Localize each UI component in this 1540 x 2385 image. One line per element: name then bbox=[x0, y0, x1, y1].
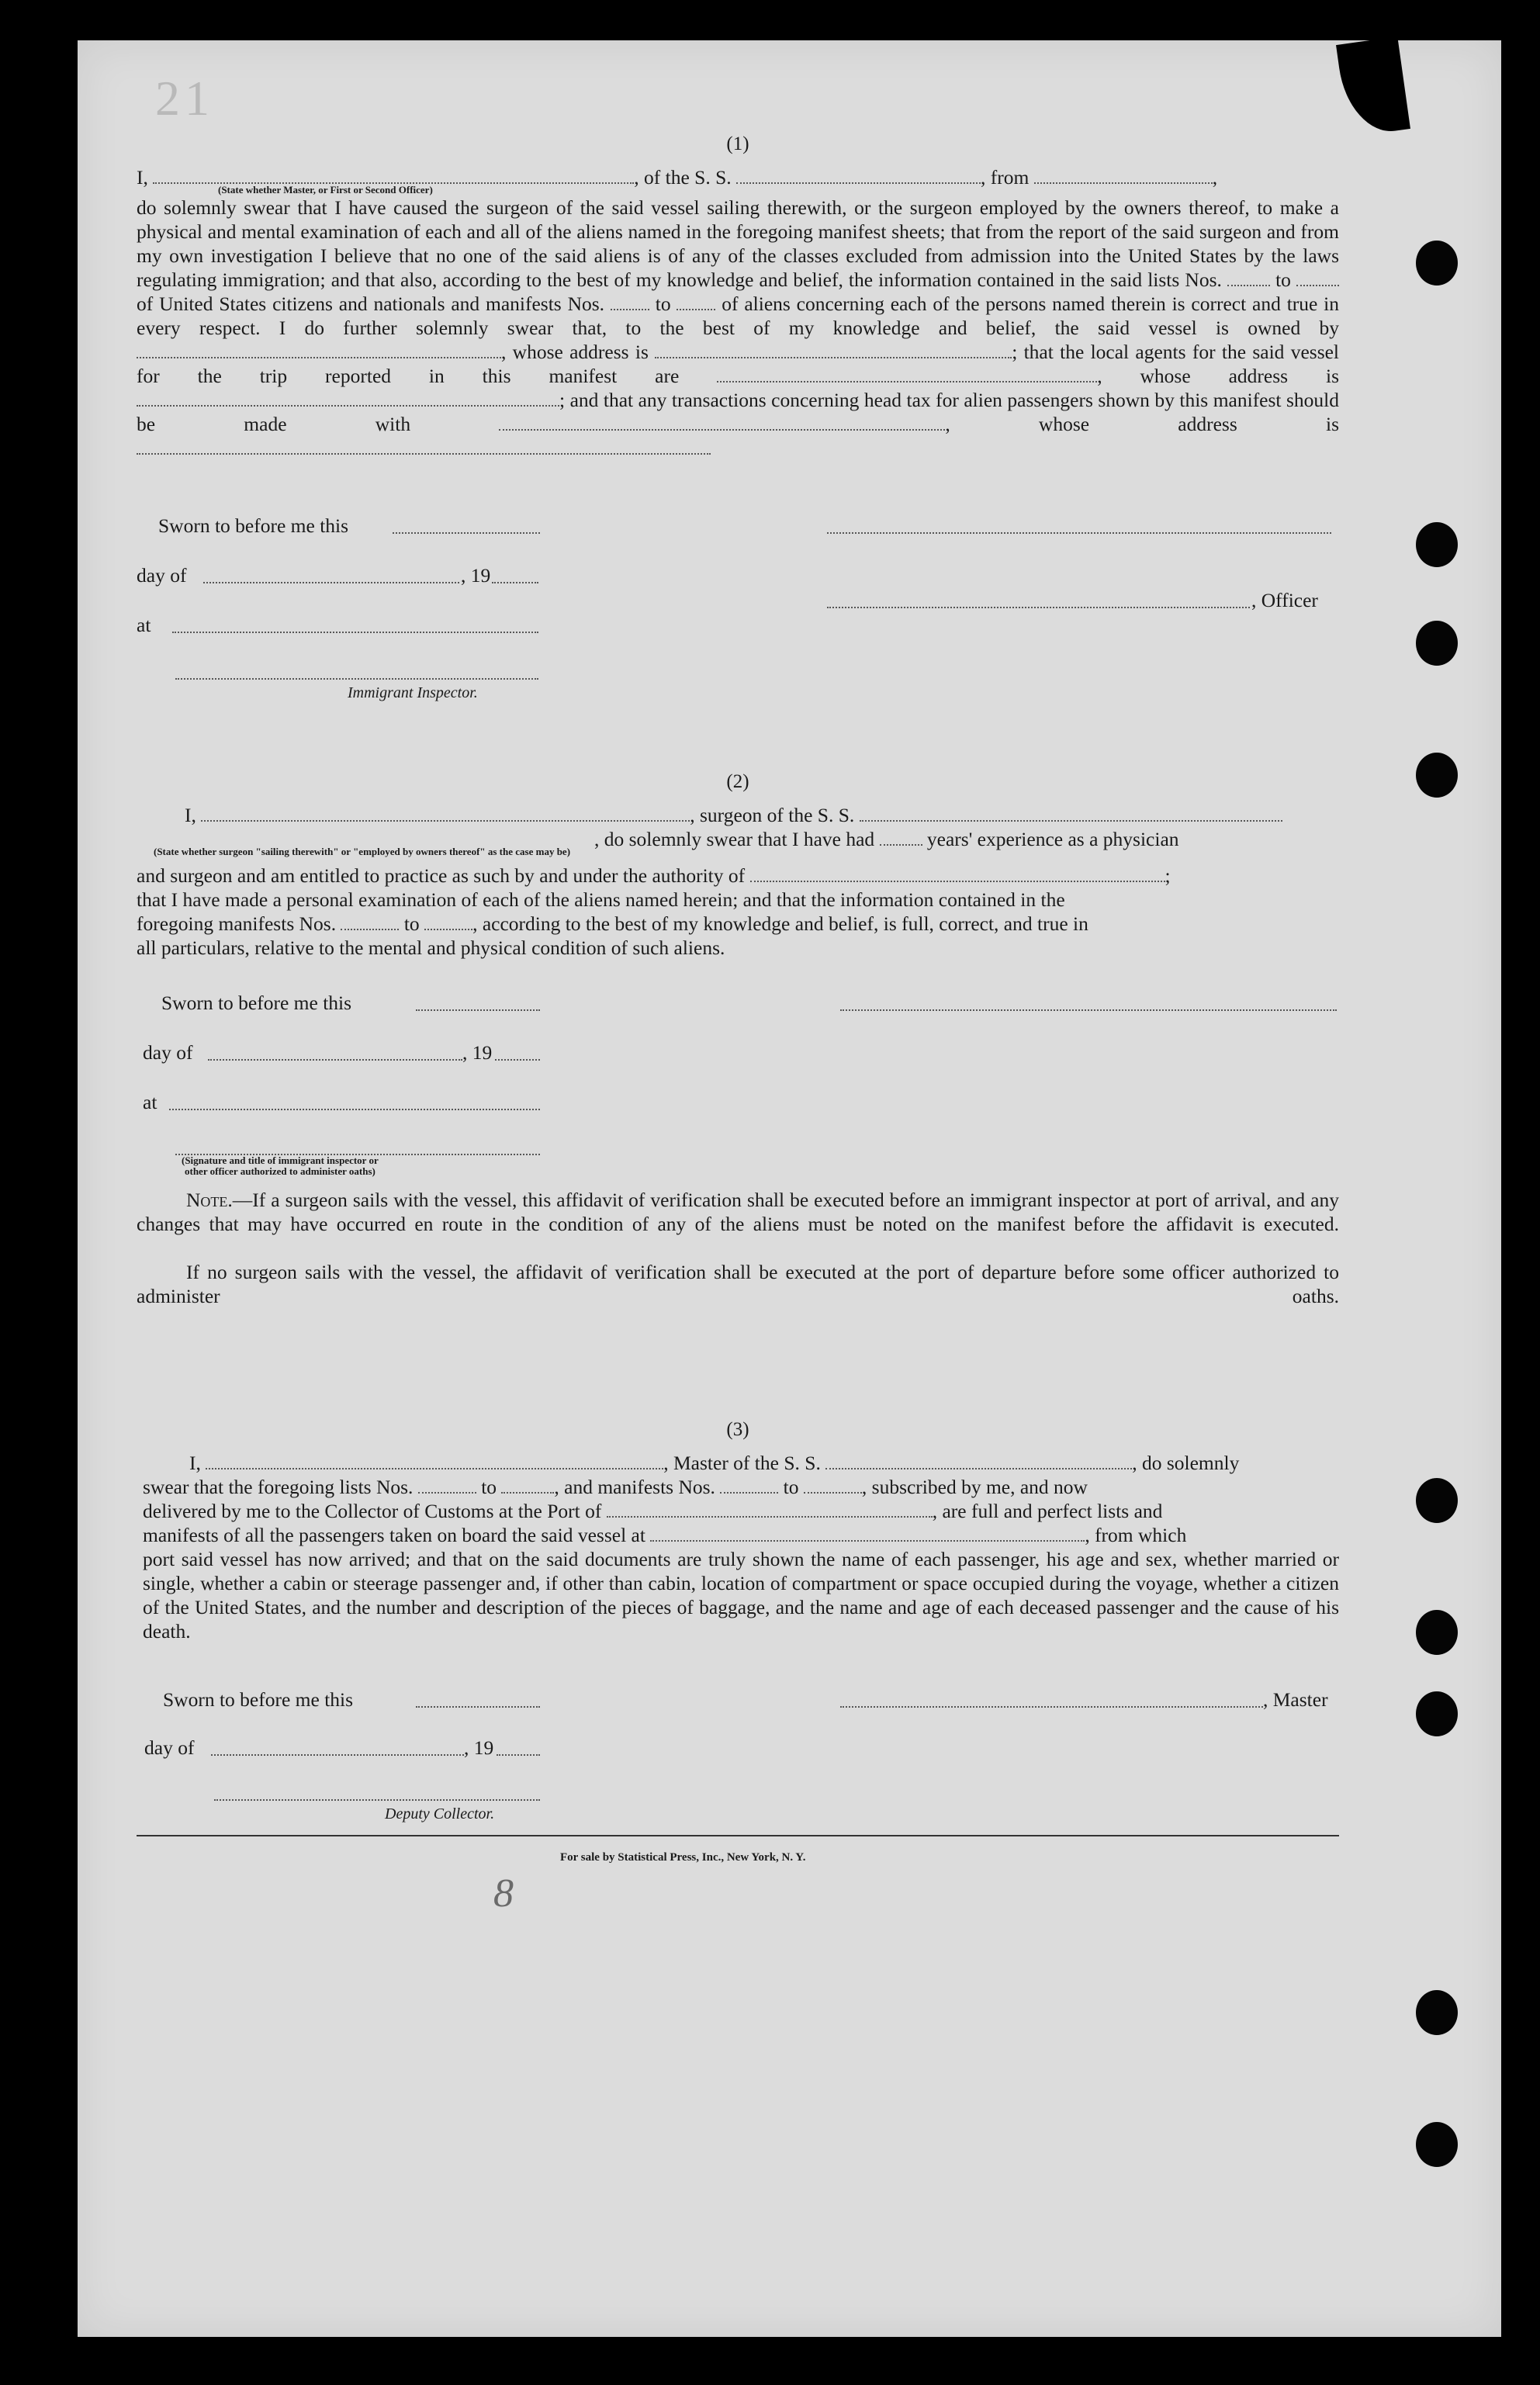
section-2-line-2: , do solemnly swear that I have had years' experience as a physician bbox=[594, 828, 1179, 850]
section-1-body: do solemnly swear that I have caused the surgeon of the said vessel sailing therewith, or the surgeon employed by the owners thereof, to make a physical and mental examination of each and all of the aliens named in the foregoing manifest sheets; that from the report of the said surgeon and from my own investigation I believe that no one of the said aliens is of any of the classes excluded from admission into the United States by the laws regulating immigration; and that also, according to the best of my knowledge and belief, the information contained in the said lists Nos. to of United States citizens and nationals and manifests Nos. to of aliens concerning each of the persons named therein is correct and true in every respect. I do further solemnly swear that, to the best of my knowledge and belief, the said vessel is owned by , whose address is ; that the local agents for the said vessel for the trip reported in this manifest are , whose address is ; and that any transactions concerning head tax for alien passengers shown by this manifest should be made with , whose address is bbox=[137, 196, 1339, 484]
agents-address-field[interactable] bbox=[137, 389, 559, 407]
section-2-line-1: I, , surgeon of the S. S. bbox=[185, 803, 1339, 827]
printer-footer: For sale by Statistical Press, Inc., New York, N. Y. bbox=[560, 1851, 806, 1864]
surgeon-manifest-to-field[interactable] bbox=[424, 913, 472, 930]
note-paragraph-1: Note.—If a surgeon sails with the vessel, this affidavit of verification shall be executed before an immigrant inspector at port of arrival, and any changes that may have occurred en route in the condition of any of the aliens must be noted on the manifest before the affidavit is executed. bbox=[137, 1189, 1339, 1235]
agents-field[interactable] bbox=[717, 365, 1097, 382]
rank-field[interactable] bbox=[153, 167, 634, 184]
authority-field[interactable] bbox=[750, 865, 1165, 882]
master-year-field[interactable] bbox=[497, 1737, 540, 1756]
punch-hole bbox=[1416, 753, 1458, 798]
lists-to-field[interactable] bbox=[1296, 269, 1339, 286]
section-3-body: port said vessel has now arrived; and that on the said documents are truly shown the name of each passenger, his age and sex, whether married or single, whether a cabin or steerage passenger and, if other than cabin, location of compartment or space occupied during the voyage, whether a citizen of the United States, and the number and description of the pieces of baggage, and the name and age of each deceased passenger and the cause of his death. bbox=[143, 1548, 1339, 1642]
punch-hole bbox=[1416, 1478, 1458, 1523]
section-1-signature-block: Sworn to before me this day of , 19 , Officer at Immigrant Inspector. bbox=[137, 498, 1339, 684]
punch-hole bbox=[1416, 2122, 1458, 2167]
punch-hole bbox=[1416, 1990, 1458, 2035]
master-lists-to-field[interactable] bbox=[501, 1476, 554, 1494]
surgeon-manifest-from-field[interactable] bbox=[341, 913, 399, 930]
customs-port-field[interactable] bbox=[607, 1501, 933, 1518]
note-paragraph-2: If no surgeon sails with the vessel, the affidavit of verification shall be executed at the port of departure before some officer authorized to administer oaths. bbox=[137, 1261, 1339, 1307]
section-1-label: (1) bbox=[726, 133, 749, 154]
master-name-field[interactable] bbox=[206, 1452, 663, 1469]
section-3-label: (3) bbox=[726, 1419, 749, 1440]
surgeon-caption: (State whether surgeon "sailing therewith" or "employed by owners thereof" as the case may be) bbox=[154, 846, 571, 857]
surgeon-name-field[interactable] bbox=[201, 805, 690, 822]
surgeon-at-field[interactable] bbox=[169, 1092, 540, 1110]
at-field[interactable] bbox=[172, 614, 538, 633]
section-3-signature-block: Sworn to before me this , Master day of , 19 Deputy Collector. bbox=[144, 1688, 1328, 1822]
punch-hole bbox=[1416, 1610, 1458, 1655]
master-signature-line[interactable] bbox=[840, 1689, 1263, 1708]
lists-from-field[interactable] bbox=[1227, 269, 1270, 286]
signature-line[interactable] bbox=[827, 515, 1331, 534]
corner-page-number: 21 bbox=[155, 71, 214, 126]
master-sworn-day-field[interactable] bbox=[416, 1689, 540, 1708]
master-lists-from-field[interactable] bbox=[418, 1476, 476, 1494]
surgeon-day-of-field[interactable] bbox=[208, 1042, 462, 1061]
master-manifests-to-field[interactable] bbox=[804, 1476, 862, 1494]
experience-years-field[interactable] bbox=[880, 829, 922, 846]
punch-hole bbox=[1416, 1691, 1458, 1736]
surgeon-signature-line[interactable] bbox=[840, 992, 1337, 1011]
surgeon-year-field[interactable] bbox=[495, 1042, 540, 1061]
year-field[interactable] bbox=[492, 565, 538, 583]
form-content: (1) I, , of the S. S. , from , (State whether Master, or First or Second Officer) do solemnly swear that I have caused the surgeon of the said vessel sailing therewith, or the surgeon employed by the owners thereof, to make a physical and mental examination of each and all of the aliens named in the foregoing manifest sheets; that from the report of the said surgeon and from my own investigation I believe that no one of the said aliens is of any of the classes excluded from admission into the United States by the laws regulating immigration; and that also, according to the best of my knowledge and belief, the information contained in the said lists Nos. to of United States citizens and nationals and manifests Nos. to of aliens concerning each of the persons named therein is correct and true in every respect. I do further solemnly swear that, to the best of my knowledge and belief, the said vessel is owned by , whose address is ; that the local agents for the said vessel for the trip reported in this manifest are , whose address is ; and that any transactions concerning head tax for alien passengers shown by this manifest should be made with , whose address is Sworn to before me this day of , 19 , Officer at Immigrant Inspector. (2) I, , surgeon of the S. S. , do solemnly swear that I have had years' experience as a physician (State whether surgeon "sailing therewith" or "employed by owners thereof" as the case may be) and surgeon and am entitled to practice as such by and under the authority of ; that I have made a personal examination of each of the aliens named herein; and that the information contained in the foregoing manifests Nos. to , according to the best of my knowledge and belief, is full, correct, and true in all particulars, relative to the mental and physical condition of such aliens. Sworn to before me this day of , 19 at (Signature and title of immigrant inspector or other officer authorized to administer oaths) Note.—If a surgeon sails with the vessel, this affidavit of verification shall be executed before an immigrant inspector at port of arrival, and any changes that may have occurred en route in the condition of any of the aliens must be noted on the manifest before the affidavit is executed. If no surgeon sails with the vessel, the affidavit of verification shall be executed at the port of departure before some officer authorized to administer oaths. (3) I, , Master of the S. S. , do solemnly swear that the foregoing lists Nos. to , and manifests Nos. to , subscribed by me, and now delivered by me to the Collector of Customs at the Port of , are full and perfect lists and manifests of all the passengers taken on board the said vessel at , from which port said vessel has now arrived; and that on the said documents are truly shown the name of each passenger, his age and sex, whether married or single, whether a cabin or steerage passenger and, if other than cabin, location of compartment or space occupied during the voyage, whether a citizen of the United States, and the number and description of the pieces of baggage, and the name and age of each deceased passenger and the cause of his death. Sworn to before me this , Master day of , 19 Deputy Collector. For sale by Statistical Press, Inc., New York, N. Y. 8 bbox=[137, 133, 1340, 1916]
punch-hole bbox=[1416, 522, 1458, 567]
surgeon-inspector-signature-line[interactable] bbox=[175, 1137, 540, 1155]
footer-rule bbox=[137, 1835, 1339, 1836]
manifests-from-field[interactable] bbox=[611, 293, 649, 310]
deputy-collector-signature-line[interactable] bbox=[214, 1782, 540, 1801]
departure-port-field[interactable] bbox=[1034, 167, 1213, 184]
punch-hole bbox=[1416, 621, 1458, 666]
handwritten-mark: 8 bbox=[493, 1871, 514, 1916]
boarding-port-field[interactable] bbox=[650, 1525, 1085, 1542]
section-1-line-1: I, , of the S. S. , from , bbox=[137, 166, 1218, 189]
inspector-signature-line[interactable] bbox=[175, 661, 538, 680]
punch-hole bbox=[1416, 241, 1458, 286]
section-2-signature-block: Sworn to before me this day of , 19 at (Signature and title of immigrant inspector or other officer authorized to administer oaths) bbox=[137, 991, 1339, 1169]
head-tax-field[interactable] bbox=[499, 414, 945, 431]
master-manifests-from-field[interactable] bbox=[720, 1476, 778, 1494]
head-tax-address-field[interactable] bbox=[137, 438, 711, 455]
owner-address-field[interactable] bbox=[655, 341, 1012, 358]
officer-signature-line[interactable] bbox=[827, 590, 1250, 608]
ship-name-field[interactable] bbox=[736, 167, 981, 184]
rank-caption: (State whether Master, or First or Second Officer) bbox=[218, 184, 433, 196]
section-2-label: (2) bbox=[726, 771, 749, 792]
manifests-to-field[interactable] bbox=[677, 293, 715, 310]
surgeon-sworn-day-field[interactable] bbox=[416, 992, 540, 1011]
owner-field[interactable] bbox=[137, 341, 501, 358]
day-of-field[interactable] bbox=[203, 565, 459, 583]
master-day-of-field[interactable] bbox=[211, 1737, 464, 1756]
sworn-day-field[interactable] bbox=[393, 515, 540, 534]
master-ship-field[interactable] bbox=[825, 1452, 1132, 1469]
surgeon-ship-field[interactable] bbox=[860, 805, 1282, 822]
